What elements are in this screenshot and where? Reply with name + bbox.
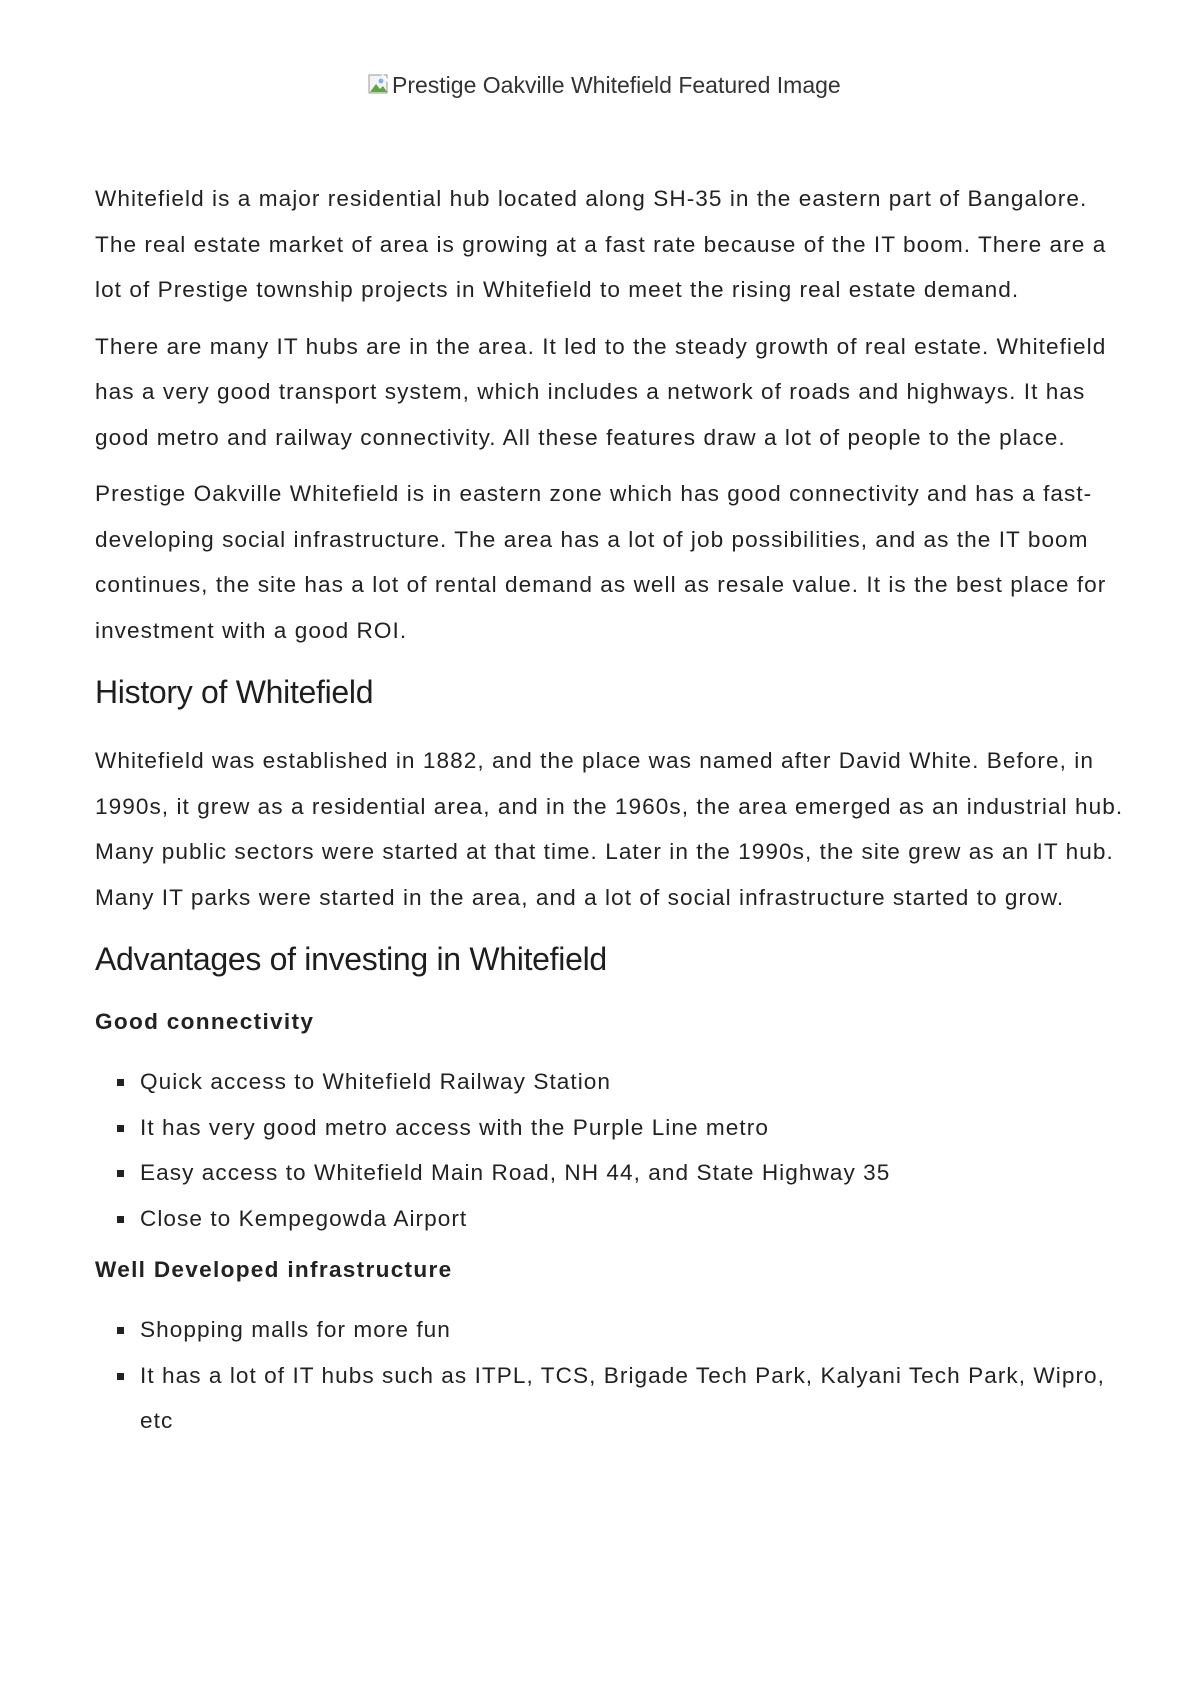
broken-image-icon (368, 74, 390, 96)
featured-image-alt-text: Prestige Oakville Whitefield Featured Image (392, 71, 841, 98)
list-item-text: Close to Kempegowda Airport (140, 1205, 468, 1231)
list-item (95, 1150, 1135, 1196)
infrastructure-list (95, 1307, 1135, 1444)
list-item (95, 1353, 1135, 1444)
intro-paragraph-2: There are many IT hubs are in the area. It led to the steady growth of real estate. Whitefield has a very good transport system, which includes a network of roads and highways. It has good metro and railway connectivity. All these features draw a lot of people to the place. (95, 333, 1107, 450)
list-item-text: It has a lot of IT hubs such as ITPL, TCS, Brigade Tech Park, Kalyani Tech Park, Wipro, etc (140, 1362, 1105, 1433)
list-item (95, 1059, 1135, 1105)
list-item (95, 1105, 1135, 1151)
list-item-text: Easy access to Whitefield Main Road, NH 44, and State Highway 35 (140, 1160, 891, 1185)
bullet-square-icon (117, 1170, 124, 1177)
history-heading: History of Whitefield (95, 674, 374, 710)
list-item-text: Shopping malls for more fun (140, 1317, 451, 1342)
bullet-square-icon (117, 1216, 124, 1223)
history-paragraph: Whitefield was established in 1882, and the place was named after David White. Before, in 1990s, it grew as a residential area, and in the 1960s, the area emerged as an industrial hub. Many public sectors were started at that time. Later in the 1990s, the site grew as an IT hub. Many IT parks were started in the area, and a lot of social infrastructure started to grow. (95, 748, 1124, 910)
intro-paragraph-1: Whitefield is a major residential hub located along SH-35 in the eastern part of Bangalore. The real estate market of area is growing at a fast rate because of the IT boom. There are a lot of Prestige township projects in Whitefield to meet the rising real estate demand. (95, 186, 1107, 302)
featured-image-placeholder (368, 70, 841, 100)
connectivity-heading: Good connectivity (95, 1009, 315, 1034)
article-content (95, 176, 1135, 1444)
list-item-text: Quick access to Whitefield Railway Station (140, 1069, 612, 1094)
infrastructure-heading: Well Developed infrastructure (95, 1257, 453, 1282)
bullet-square-icon (117, 1125, 124, 1132)
bullet-square-icon (117, 1079, 124, 1086)
bullet-square-icon (117, 1327, 124, 1334)
list-item (95, 1196, 1135, 1242)
list-item (95, 1307, 1135, 1353)
bullet-square-icon (117, 1373, 124, 1380)
intro-paragraph-3: Prestige Oakville Whitefield is in eastern zone which has good connectivity and has a fast- developing social infrastructure. The area has a lot of job possibilities, and as the IT boom continues, the site has a lot of rental demand as well as resale value. It is the best place for investment with a good ROI. (95, 481, 1107, 643)
advantages-heading: Advantages of investing in Whitefield (95, 941, 607, 977)
list-item-text: It has very good metro access with the Purple Line metro (140, 1114, 769, 1140)
connectivity-list (95, 1059, 1135, 1241)
